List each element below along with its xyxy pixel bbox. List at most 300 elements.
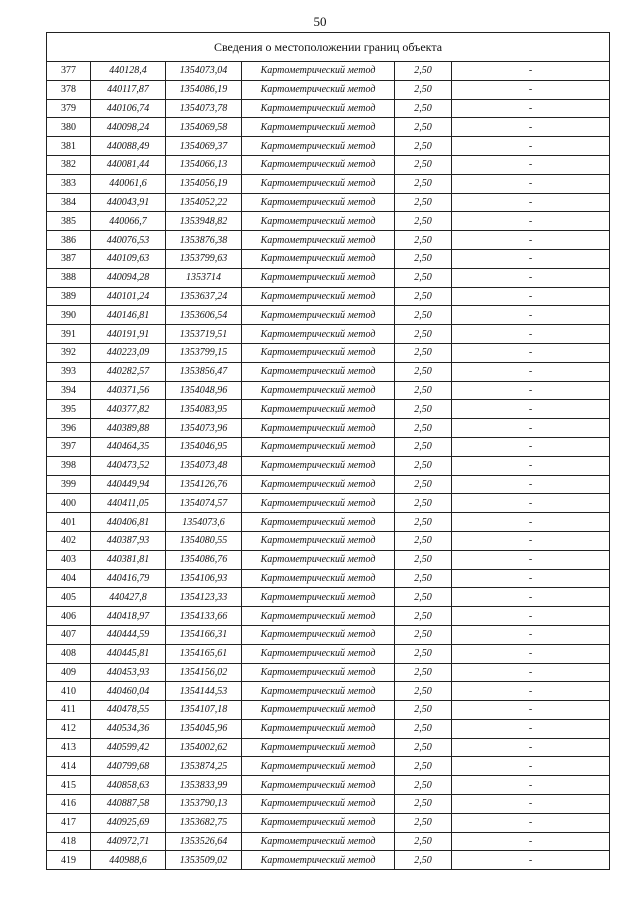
method-cell: Картометрический метод [242,738,395,757]
y-coordinate-cell: 1354107,18 [166,701,242,720]
accuracy-cell: 2,50 [395,362,452,381]
table-row [47,268,610,287]
description-cell: - [452,437,610,456]
point-number-cell: 399 [47,475,91,494]
point-number-cell: 419 [47,851,91,870]
description-cell: - [452,832,610,851]
method-cell: Картометрический метод [242,776,395,795]
x-coordinate-cell: 440098,24 [91,118,166,137]
point-number-cell: 411 [47,701,91,720]
x-coordinate-cell: 440282,57 [91,362,166,381]
method-cell: Картометрический метод [242,550,395,569]
accuracy-cell: 2,50 [395,419,452,438]
description-cell: - [452,776,610,795]
accuracy-cell: 2,50 [395,663,452,682]
description-cell: - [452,456,610,475]
method-cell: Картометрический метод [242,231,395,250]
x-coordinate-cell: 440464,35 [91,437,166,456]
y-coordinate-cell: 1354069,58 [166,118,242,137]
table-header-row [47,33,610,62]
point-number-cell: 406 [47,607,91,626]
accuracy-cell: 2,50 [395,757,452,776]
accuracy-cell: 2,50 [395,475,452,494]
y-coordinate-cell: 1353790,13 [166,795,242,814]
method-cell: Картометрический метод [242,513,395,532]
table-row [47,249,610,268]
y-coordinate-cell: 1353876,38 [166,231,242,250]
method-cell: Картометрический метод [242,306,395,325]
point-number-cell: 413 [47,738,91,757]
table-row [47,419,610,438]
method-cell: Картометрический метод [242,475,395,494]
table-row [47,99,610,118]
table-row [47,738,610,757]
description-cell: - [452,343,610,362]
method-cell: Картометрический метод [242,757,395,776]
table-row [47,475,610,494]
x-coordinate-cell: 440389,88 [91,419,166,438]
y-coordinate-cell: 1354083,95 [166,400,242,419]
description-cell: - [452,118,610,137]
table-row [47,682,610,701]
method-cell: Картометрический метод [242,644,395,663]
accuracy-cell: 2,50 [395,400,452,419]
x-coordinate-cell: 440887,58 [91,795,166,814]
x-coordinate-cell: 440377,82 [91,400,166,419]
method-cell: Картометрический метод [242,193,395,212]
y-coordinate-cell: 1353856,47 [166,362,242,381]
x-coordinate-cell: 440094,28 [91,268,166,287]
point-number-cell: 415 [47,776,91,795]
description-cell: - [452,212,610,231]
method-cell: Картометрический метод [242,625,395,644]
accuracy-cell: 2,50 [395,531,452,550]
accuracy-cell: 2,50 [395,588,452,607]
method-cell: Картометрический метод [242,381,395,400]
y-coordinate-cell: 1354166,31 [166,625,242,644]
point-number-cell: 383 [47,174,91,193]
boundary-coordinates-table [46,32,610,870]
table-row [47,569,610,588]
method-cell: Картометрический метод [242,456,395,475]
point-number-cell: 404 [47,569,91,588]
x-coordinate-cell: 440460,04 [91,682,166,701]
y-coordinate-cell: 1354106,93 [166,569,242,588]
x-coordinate-cell: 440381,81 [91,550,166,569]
description-cell: - [452,625,610,644]
description-cell: - [452,701,610,720]
accuracy-cell: 2,50 [395,625,452,644]
point-number-cell: 392 [47,343,91,362]
x-coordinate-cell: 440371,56 [91,381,166,400]
x-coordinate-cell: 440406,81 [91,513,166,532]
method-cell: Картометрический метод [242,494,395,513]
description-cell: - [452,174,610,193]
x-coordinate-cell: 440478,55 [91,701,166,720]
accuracy-cell: 2,50 [395,287,452,306]
y-coordinate-cell: 1354123,33 [166,588,242,607]
y-coordinate-cell: 1353719,51 [166,325,242,344]
description-cell: - [452,738,610,757]
method-cell: Картометрический метод [242,719,395,738]
description-cell: - [452,719,610,738]
description-cell: - [452,607,610,626]
description-cell: - [452,193,610,212]
description-cell: - [452,306,610,325]
y-coordinate-cell: 1353833,99 [166,776,242,795]
accuracy-cell: 2,50 [395,249,452,268]
description-cell: - [452,362,610,381]
x-coordinate-cell: 440043,91 [91,193,166,212]
method-cell: Картометрический метод [242,212,395,231]
y-coordinate-cell: 1354052,22 [166,193,242,212]
accuracy-cell: 2,50 [395,155,452,174]
method-cell: Картометрический метод [242,588,395,607]
y-coordinate-cell: 1353606,54 [166,306,242,325]
y-coordinate-cell: 1354156,02 [166,663,242,682]
method-cell: Картометрический метод [242,663,395,682]
x-coordinate-cell: 440223,09 [91,343,166,362]
method-cell: Картометрический метод [242,137,395,156]
y-coordinate-cell: 1354080,55 [166,531,242,550]
point-number-cell: 395 [47,400,91,419]
accuracy-cell: 2,50 [395,212,452,231]
description-cell: - [452,851,610,870]
accuracy-cell: 2,50 [395,231,452,250]
point-number-cell: 387 [47,249,91,268]
table-row [47,513,610,532]
description-cell: - [452,513,610,532]
description-cell: - [452,588,610,607]
point-number-cell: 385 [47,212,91,231]
description-cell: - [452,155,610,174]
y-coordinate-cell: 1354048,96 [166,381,242,400]
table-row [47,212,610,231]
accuracy-cell: 2,50 [395,193,452,212]
method-cell: Картометрический метод [242,343,395,362]
y-coordinate-cell: 1354086,19 [166,80,242,99]
x-coordinate-cell: 440416,79 [91,569,166,588]
point-number-cell: 408 [47,644,91,663]
accuracy-cell: 2,50 [395,569,452,588]
y-coordinate-cell: 1354073,96 [166,419,242,438]
y-coordinate-cell: 1354045,96 [166,719,242,738]
method-cell: Картометрический метод [242,531,395,550]
table-row [47,325,610,344]
x-coordinate-cell: 440081,44 [91,155,166,174]
y-coordinate-cell: 1353874,25 [166,757,242,776]
x-coordinate-cell: 440453,93 [91,663,166,682]
point-number-cell: 401 [47,513,91,532]
accuracy-cell: 2,50 [395,437,452,456]
description-cell: - [452,795,610,814]
accuracy-cell: 2,50 [395,550,452,569]
method-cell: Картометрический метод [242,569,395,588]
x-coordinate-cell: 440473,52 [91,456,166,475]
table-row [47,400,610,419]
page-number: 50 [313,14,327,29]
description-cell: - [452,231,610,250]
table-row [47,193,610,212]
description-cell: - [452,249,610,268]
description-cell: - [452,494,610,513]
accuracy-cell: 2,50 [395,776,452,795]
method-cell: Картометрический метод [242,682,395,701]
table-row [47,701,610,720]
accuracy-cell: 2,50 [395,832,452,851]
point-number-cell: 398 [47,456,91,475]
description-cell: - [452,531,610,550]
table-row [47,795,610,814]
x-coordinate-cell: 440534,36 [91,719,166,738]
point-number-cell: 380 [47,118,91,137]
x-coordinate-cell: 440799,68 [91,757,166,776]
point-number-cell: 410 [47,682,91,701]
description-cell: - [452,419,610,438]
accuracy-cell: 2,50 [395,325,452,344]
y-coordinate-cell: 1354144,53 [166,682,242,701]
x-coordinate-cell: 440427,8 [91,588,166,607]
table-row [47,588,610,607]
accuracy-cell: 2,50 [395,644,452,663]
x-coordinate-cell: 440146,81 [91,306,166,325]
x-coordinate-cell: 440387,93 [91,531,166,550]
x-coordinate-cell: 440445,81 [91,644,166,663]
description-cell: - [452,757,610,776]
y-coordinate-cell: 1354165,61 [166,644,242,663]
method-cell: Картометрический метод [242,832,395,851]
y-coordinate-cell: 1354069,37 [166,137,242,156]
method-cell: Картометрический метод [242,174,395,193]
point-number-cell: 381 [47,137,91,156]
y-coordinate-cell: 1353682,75 [166,813,242,832]
table-row [47,776,610,795]
table-row [47,437,610,456]
point-number-cell: 417 [47,813,91,832]
x-coordinate-cell: 440418,97 [91,607,166,626]
point-number-cell: 384 [47,193,91,212]
point-number-cell: 416 [47,795,91,814]
method-cell: Картометрический метод [242,607,395,626]
point-number-cell: 377 [47,62,91,81]
table-row [47,137,610,156]
accuracy-cell: 2,50 [395,851,452,870]
point-number-cell: 414 [47,757,91,776]
x-coordinate-cell: 440988,6 [91,851,166,870]
y-coordinate-cell: 1353948,82 [166,212,242,231]
method-cell: Картометрический метод [242,287,395,306]
y-coordinate-cell: 1354066,13 [166,155,242,174]
method-cell: Картометрический метод [242,437,395,456]
description-cell: - [452,644,610,663]
y-coordinate-cell: 1354073,6 [166,513,242,532]
accuracy-cell: 2,50 [395,137,452,156]
method-cell: Картометрический метод [242,62,395,81]
table-header: Сведения о местоположении границ объекта [47,33,610,62]
accuracy-cell: 2,50 [395,607,452,626]
x-coordinate-cell: 440109,63 [91,249,166,268]
accuracy-cell: 2,50 [395,513,452,532]
x-coordinate-cell: 440101,24 [91,287,166,306]
method-cell: Картометрический метод [242,813,395,832]
y-coordinate-cell: 1353509,02 [166,851,242,870]
accuracy-cell: 2,50 [395,682,452,701]
y-coordinate-cell: 1353799,63 [166,249,242,268]
table-row [47,343,610,362]
accuracy-cell: 2,50 [395,381,452,400]
point-number-cell: 378 [47,80,91,99]
method-cell: Картометрический метод [242,325,395,344]
x-coordinate-cell: 440925,69 [91,813,166,832]
y-coordinate-cell: 1353714 [166,268,242,287]
y-coordinate-cell: 1354126,76 [166,475,242,494]
table-row [47,381,610,400]
method-cell: Картометрический метод [242,99,395,118]
point-number-cell: 400 [47,494,91,513]
y-coordinate-cell: 1354133,66 [166,607,242,626]
x-coordinate-cell: 440117,87 [91,80,166,99]
table-row [47,607,610,626]
table-row [47,456,610,475]
table-row [47,644,610,663]
point-number-cell: 394 [47,381,91,400]
table-row [47,757,610,776]
x-coordinate-cell: 440066,7 [91,212,166,231]
table-row [47,80,610,99]
method-cell: Картометрический метод [242,701,395,720]
y-coordinate-cell: 1354086,76 [166,550,242,569]
y-coordinate-cell: 1354073,78 [166,99,242,118]
description-cell: - [452,268,610,287]
point-number-cell: 409 [47,663,91,682]
point-number-cell: 390 [47,306,91,325]
table-row [47,625,610,644]
method-cell: Картометрический метод [242,80,395,99]
description-cell: - [452,99,610,118]
description-cell: - [452,80,610,99]
accuracy-cell: 2,50 [395,118,452,137]
table-row [47,287,610,306]
point-number-cell: 403 [47,550,91,569]
description-cell: - [452,325,610,344]
table-row [47,494,610,513]
accuracy-cell: 2,50 [395,701,452,720]
accuracy-cell: 2,50 [395,343,452,362]
method-cell: Картометрический метод [242,400,395,419]
method-cell: Картометрический метод [242,795,395,814]
x-coordinate-cell: 440444,59 [91,625,166,644]
accuracy-cell: 2,50 [395,62,452,81]
accuracy-cell: 2,50 [395,306,452,325]
method-cell: Картометрический метод [242,268,395,287]
table-row [47,231,610,250]
table-row [47,813,610,832]
point-number-cell: 418 [47,832,91,851]
x-coordinate-cell: 440449,94 [91,475,166,494]
description-cell: - [452,381,610,400]
x-coordinate-cell: 440411,05 [91,494,166,513]
x-coordinate-cell: 440106,74 [91,99,166,118]
description-cell: - [452,682,610,701]
point-number-cell: 412 [47,719,91,738]
x-coordinate-cell: 440128,4 [91,62,166,81]
description-cell: - [452,569,610,588]
x-coordinate-cell: 440061,6 [91,174,166,193]
accuracy-cell: 2,50 [395,494,452,513]
y-coordinate-cell: 1353637,24 [166,287,242,306]
description-cell: - [452,475,610,494]
method-cell: Картометрический метод [242,362,395,381]
accuracy-cell: 2,50 [395,813,452,832]
accuracy-cell: 2,50 [395,80,452,99]
accuracy-cell: 2,50 [395,719,452,738]
accuracy-cell: 2,50 [395,795,452,814]
y-coordinate-cell: 1353799,15 [166,343,242,362]
description-cell: - [452,813,610,832]
table-row [47,155,610,174]
y-coordinate-cell: 1354073,04 [166,62,242,81]
y-coordinate-cell: 1353526,64 [166,832,242,851]
y-coordinate-cell: 1354056,19 [166,174,242,193]
accuracy-cell: 2,50 [395,456,452,475]
y-coordinate-cell: 1354046,95 [166,437,242,456]
point-number-cell: 405 [47,588,91,607]
point-number-cell: 386 [47,231,91,250]
description-cell: - [452,550,610,569]
table-row [47,62,610,81]
table-row [47,531,610,550]
description-cell: - [452,62,610,81]
y-coordinate-cell: 1354073,48 [166,456,242,475]
point-number-cell: 393 [47,362,91,381]
description-cell: - [452,400,610,419]
x-coordinate-cell: 440599,42 [91,738,166,757]
x-coordinate-cell: 440191,91 [91,325,166,344]
table-row [47,174,610,193]
accuracy-cell: 2,50 [395,738,452,757]
x-coordinate-cell: 440088,49 [91,137,166,156]
table-row [47,719,610,738]
table-row [47,663,610,682]
y-coordinate-cell: 1354074,57 [166,494,242,513]
point-number-cell: 388 [47,268,91,287]
method-cell: Картометрический метод [242,155,395,174]
table-row [47,832,610,851]
table-row [47,362,610,381]
table-row [47,851,610,870]
method-cell: Картометрический метод [242,118,395,137]
point-number-cell: 397 [47,437,91,456]
table-body [47,62,610,870]
point-number-cell: 402 [47,531,91,550]
method-cell: Картометрический метод [242,249,395,268]
x-coordinate-cell: 440972,71 [91,832,166,851]
method-cell: Картометрический метод [242,419,395,438]
accuracy-cell: 2,50 [395,99,452,118]
description-cell: - [452,663,610,682]
point-number-cell: 379 [47,99,91,118]
table-row [47,118,610,137]
table-row [47,306,610,325]
method-cell: Картометрический метод [242,851,395,870]
point-number-cell: 396 [47,419,91,438]
y-coordinate-cell: 1354002,62 [166,738,242,757]
x-coordinate-cell: 440858,63 [91,776,166,795]
description-cell: - [452,137,610,156]
point-number-cell: 391 [47,325,91,344]
accuracy-cell: 2,50 [395,174,452,193]
table-row [47,550,610,569]
